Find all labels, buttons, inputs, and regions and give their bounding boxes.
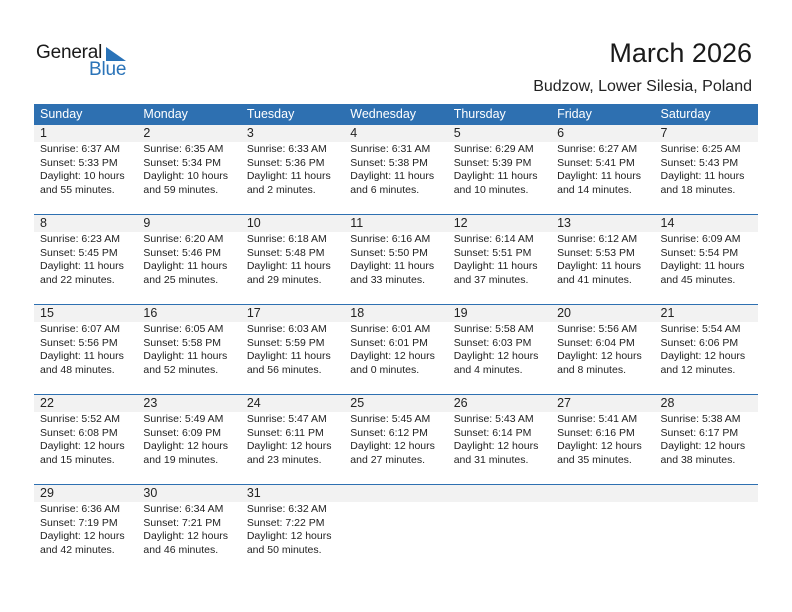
sunset-time: Sunset: 5:46 PM xyxy=(143,246,222,259)
weekday-tuesday: Tuesday xyxy=(246,107,295,121)
daylight-duration: Daylight: 11 hours xyxy=(557,260,641,273)
daylight-duration: Daylight: 12 hours xyxy=(40,440,125,453)
sunrise-time: Sunrise: 6:31 AM xyxy=(350,143,431,155)
daylight-duration: Daylight: 11 hours xyxy=(453,260,538,273)
daylight-duration: Daylight: 11 hours xyxy=(660,170,745,183)
sunrise-time: Sunrise: 6:18 AM xyxy=(246,233,327,245)
daylight-duration: Daylight: 12 hours xyxy=(557,350,642,363)
sunrise-time: Sunrise: 6:35 AM xyxy=(143,143,224,155)
daylight-duration: Daylight: 11 hours xyxy=(143,260,228,273)
sunset-time: Sunset: 6:17 PM xyxy=(660,426,739,439)
week-row xyxy=(34,484,758,574)
sunset-time: Sunset: 5:51 PM xyxy=(453,246,532,259)
day-cell xyxy=(241,502,344,557)
weekday-sunday: Sunday xyxy=(40,107,83,121)
day-cell xyxy=(344,412,447,467)
day-number-row xyxy=(34,305,758,322)
day-number: 26 xyxy=(453,396,468,410)
day-number: 6 xyxy=(557,126,565,140)
day-cell xyxy=(448,502,551,557)
logo-text-general: General xyxy=(36,42,103,63)
day-cell xyxy=(655,232,758,287)
daylight-duration: and 59 minutes. xyxy=(143,183,219,196)
day-number: 25 xyxy=(350,396,365,410)
sunset-time: Sunset: 5:34 PM xyxy=(143,156,222,169)
daylight-duration: Daylight: 12 hours xyxy=(246,530,332,543)
logo-text-blue: Blue xyxy=(89,59,127,80)
daylight-duration: Daylight: 11 hours xyxy=(453,170,538,183)
weekday-thursday: Thursday xyxy=(453,107,506,121)
sunset-time: Sunset: 6:14 PM xyxy=(453,426,532,439)
sunset-time: Sunset: 5:53 PM xyxy=(557,246,635,259)
sunrise-time: Sunrise: 6:20 AM xyxy=(143,233,224,245)
day-number: 28 xyxy=(660,396,675,410)
daylight-duration: and 31 minutes. xyxy=(453,453,529,466)
day-cell xyxy=(34,322,137,377)
day-cell xyxy=(137,322,240,377)
day-number: 11 xyxy=(350,216,364,230)
day-number: 8 xyxy=(40,216,47,230)
daylight-duration: and 0 minutes. xyxy=(350,363,420,376)
daylight-duration: and 14 minutes. xyxy=(557,183,632,196)
day-number: 1 xyxy=(40,126,47,140)
day-cell xyxy=(655,142,758,197)
day-cell xyxy=(551,412,654,467)
sunrise-time: Sunrise: 6:14 AM xyxy=(453,233,534,245)
day-cell xyxy=(551,232,654,287)
day-info-row xyxy=(34,232,758,287)
day-cell xyxy=(344,322,447,377)
daylight-duration: Daylight: 11 hours xyxy=(660,260,745,273)
sunset-time: Sunset: 5:33 PM xyxy=(40,156,118,169)
daylight-duration: Daylight: 12 hours xyxy=(143,530,229,543)
daylight-duration: Daylight: 11 hours xyxy=(557,170,641,183)
sunset-time: Sunset: 5:48 PM xyxy=(246,246,325,259)
daylight-duration: and 38 minutes. xyxy=(660,453,736,466)
day-number xyxy=(655,485,758,502)
sunrise-time: Sunrise: 5:58 AM xyxy=(453,323,534,335)
daylight-duration: and 25 minutes. xyxy=(143,273,219,286)
sunset-time: Sunset: 5:39 PM xyxy=(453,156,532,169)
sunset-time: Sunset: 7:22 PM xyxy=(246,516,325,529)
day-cell xyxy=(34,502,137,557)
day-number: 2 xyxy=(143,126,151,140)
day-number xyxy=(551,485,654,502)
calendar xyxy=(34,104,758,574)
daylight-duration: Daylight: 11 hours xyxy=(350,260,435,273)
sunrise-time: Sunrise: 5:52 AM xyxy=(40,413,120,425)
day-number: 31 xyxy=(246,486,261,500)
daylight-duration: Daylight: 12 hours xyxy=(660,440,746,453)
day-number: 14 xyxy=(660,216,675,230)
day-number-row xyxy=(34,215,758,232)
daylight-duration: and 52 minutes. xyxy=(143,363,219,376)
daylight-duration: Daylight: 11 hours xyxy=(246,350,331,363)
weekday-saturday: Saturday xyxy=(660,107,711,121)
sunset-time: Sunset: 6:04 PM xyxy=(557,336,635,349)
day-number: 17 xyxy=(246,306,261,320)
daylight-duration: Daylight: 12 hours xyxy=(40,530,125,543)
day-cell xyxy=(344,502,447,557)
daylight-duration: and 10 minutes. xyxy=(453,183,529,196)
sunrise-time: Sunrise: 6:07 AM xyxy=(40,323,120,335)
day-cell xyxy=(137,502,240,557)
day-number xyxy=(448,485,551,502)
weekday-wednesday: Wednesday xyxy=(350,107,417,121)
sunrise-time: Sunrise: 6:03 AM xyxy=(246,323,327,335)
sunrise-time: Sunrise: 6:27 AM xyxy=(557,143,638,155)
sunrise-time: Sunrise: 6:05 AM xyxy=(143,323,224,335)
day-number: 23 xyxy=(143,396,158,410)
sunset-time: Sunset: 7:21 PM xyxy=(143,516,222,529)
weekday-header xyxy=(34,104,758,125)
daylight-duration: Daylight: 12 hours xyxy=(557,440,642,453)
sunset-time: Sunset: 5:58 PM xyxy=(143,336,222,349)
day-number: 10 xyxy=(246,216,261,230)
day-number: 22 xyxy=(40,396,54,410)
sunset-time: Sunset: 6:01 PM xyxy=(350,336,428,349)
daylight-duration: and 29 minutes. xyxy=(246,273,322,286)
day-cell xyxy=(241,412,344,467)
daylight-duration: Daylight: 11 hours xyxy=(143,350,228,363)
sunset-time: Sunset: 6:03 PM xyxy=(453,336,532,349)
daylight-duration: Daylight: 12 hours xyxy=(246,440,332,453)
week-row xyxy=(34,394,758,484)
day-number: 13 xyxy=(557,216,572,230)
day-cell xyxy=(344,142,447,197)
daylight-duration: Daylight: 12 hours xyxy=(453,440,539,453)
sunrise-time: Sunrise: 6:32 AM xyxy=(246,503,327,515)
sunrise-time: Sunrise: 6:36 AM xyxy=(40,503,120,515)
location-subtitle: Budzow, Lower Silesia, Poland xyxy=(533,78,752,95)
week-row xyxy=(34,214,758,304)
weekday-friday: Friday xyxy=(557,107,592,121)
daylight-duration: and 45 minutes. xyxy=(660,273,736,286)
day-cell xyxy=(655,412,758,467)
daylight-duration: Daylight: 12 hours xyxy=(660,350,746,363)
daylight-duration: Daylight: 11 hours xyxy=(246,170,331,183)
daylight-duration: and 4 minutes. xyxy=(453,363,523,376)
day-number: 7 xyxy=(660,126,668,140)
sunrise-time: Sunrise: 5:47 AM xyxy=(246,413,327,425)
daylight-duration: and 2 minutes. xyxy=(246,183,316,196)
sunset-time: Sunset: 5:41 PM xyxy=(557,156,635,169)
day-cell xyxy=(551,142,654,197)
day-number: 30 xyxy=(143,486,158,500)
daylight-duration: and 41 minutes. xyxy=(557,273,632,286)
sunset-time: Sunset: 5:59 PM xyxy=(246,336,325,349)
day-cell xyxy=(448,322,551,377)
sunset-time: Sunset: 5:36 PM xyxy=(246,156,325,169)
week-row xyxy=(34,125,758,214)
weekday-monday: Monday xyxy=(143,107,188,121)
sunrise-time: Sunrise: 6:23 AM xyxy=(40,233,120,245)
daylight-duration: Daylight: 12 hours xyxy=(350,440,435,453)
sunset-time: Sunset: 6:08 PM xyxy=(40,426,118,439)
daylight-duration: and 6 minutes. xyxy=(350,183,420,196)
day-number-row xyxy=(34,485,758,502)
daylight-duration: and 18 minutes. xyxy=(660,183,736,196)
sunset-time: Sunset: 5:54 PM xyxy=(660,246,739,259)
sunset-time: Sunset: 7:19 PM xyxy=(40,516,118,529)
day-cell xyxy=(448,142,551,197)
sunrise-time: Sunrise: 5:54 AM xyxy=(660,323,741,335)
sunrise-time: Sunrise: 6:33 AM xyxy=(246,143,327,155)
day-number-row xyxy=(34,125,758,142)
sunset-time: Sunset: 6:09 PM xyxy=(143,426,222,439)
sunrise-time: Sunrise: 6:01 AM xyxy=(350,323,431,335)
day-cell xyxy=(241,142,344,197)
daylight-duration: and 8 minutes. xyxy=(557,363,626,376)
day-cell xyxy=(551,322,654,377)
daylight-duration: and 46 minutes. xyxy=(143,543,219,556)
day-number: 12 xyxy=(453,216,468,230)
daylight-duration: Daylight: 10 hours xyxy=(40,170,125,183)
sunrise-time: Sunrise: 5:43 AM xyxy=(453,413,534,425)
daylight-duration: Daylight: 12 hours xyxy=(453,350,539,363)
day-cell xyxy=(137,412,240,467)
sunrise-time: Sunrise: 5:56 AM xyxy=(557,323,638,335)
logo xyxy=(36,42,136,82)
page-title: March 2026 xyxy=(609,38,752,68)
daylight-duration: and 42 minutes. xyxy=(40,543,115,556)
daylight-duration: Daylight: 11 hours xyxy=(350,170,435,183)
daylight-duration: and 37 minutes. xyxy=(453,273,529,286)
sunrise-time: Sunrise: 6:16 AM xyxy=(350,233,431,245)
daylight-duration: and 22 minutes. xyxy=(40,273,115,286)
sunrise-time: Sunrise: 6:09 AM xyxy=(660,233,741,245)
day-cell xyxy=(344,232,447,287)
day-cell xyxy=(241,232,344,287)
day-number: 18 xyxy=(350,306,365,320)
daylight-duration: and 55 minutes. xyxy=(40,183,115,196)
daylight-duration: and 27 minutes. xyxy=(350,453,425,466)
sunrise-time: Sunrise: 5:45 AM xyxy=(350,413,431,425)
sunrise-time: Sunrise: 6:34 AM xyxy=(143,503,224,515)
day-info-row xyxy=(34,322,758,377)
day-cell xyxy=(34,232,137,287)
day-info-row xyxy=(34,142,758,197)
daylight-duration: Daylight: 11 hours xyxy=(40,350,124,363)
daylight-duration: and 15 minutes. xyxy=(40,453,115,466)
daylight-duration: and 23 minutes. xyxy=(246,453,322,466)
day-number: 16 xyxy=(143,306,158,320)
sunset-time: Sunset: 5:45 PM xyxy=(40,246,118,259)
sunset-time: Sunset: 6:11 PM xyxy=(246,426,324,439)
sunset-time: Sunset: 5:43 PM xyxy=(660,156,739,169)
sunrise-time: Sunrise: 6:29 AM xyxy=(453,143,534,155)
sunrise-time: Sunrise: 5:38 AM xyxy=(660,413,741,425)
daylight-duration: Daylight: 11 hours xyxy=(246,260,331,273)
day-number: 5 xyxy=(453,126,461,140)
day-cell xyxy=(655,502,758,557)
daylight-duration: Daylight: 12 hours xyxy=(143,440,229,453)
day-number xyxy=(344,485,447,502)
week-row xyxy=(34,304,758,394)
day-cell xyxy=(137,232,240,287)
sunset-time: Sunset: 6:06 PM xyxy=(660,336,739,349)
daylight-duration: Daylight: 12 hours xyxy=(350,350,435,363)
daylight-duration: and 50 minutes. xyxy=(246,543,322,556)
daylight-duration: and 35 minutes. xyxy=(557,453,632,466)
day-number: 21 xyxy=(660,306,675,320)
day-number: 29 xyxy=(40,486,54,500)
day-cell xyxy=(137,142,240,197)
sunset-time: Sunset: 6:16 PM xyxy=(557,426,635,439)
day-number: 3 xyxy=(246,126,254,140)
day-cell xyxy=(241,322,344,377)
sunrise-time: Sunrise: 6:37 AM xyxy=(40,143,120,155)
daylight-duration: and 33 minutes. xyxy=(350,273,425,286)
day-number: 9 xyxy=(143,216,151,230)
day-cell xyxy=(34,142,137,197)
sunset-time: Sunset: 6:12 PM xyxy=(350,426,428,439)
sunrise-time: Sunrise: 6:12 AM xyxy=(557,233,638,245)
day-number: 4 xyxy=(350,126,358,140)
sunset-time: Sunset: 5:38 PM xyxy=(350,156,428,169)
day-number: 20 xyxy=(557,306,572,320)
day-cell xyxy=(34,412,137,467)
day-number: 19 xyxy=(453,306,468,320)
daylight-duration: and 19 minutes. xyxy=(143,453,219,466)
day-number: 27 xyxy=(557,396,572,410)
day-cell xyxy=(655,322,758,377)
day-info-row xyxy=(34,412,758,467)
day-cell xyxy=(448,232,551,287)
sunset-time: Sunset: 5:56 PM xyxy=(40,336,118,349)
daylight-duration: and 56 minutes. xyxy=(246,363,322,376)
sunrise-time: Sunrise: 6:25 AM xyxy=(660,143,741,155)
day-cell xyxy=(551,502,654,557)
day-number: 15 xyxy=(40,306,54,320)
day-cell xyxy=(448,412,551,467)
day-number-row xyxy=(34,395,758,412)
sunrise-time: Sunrise: 5:49 AM xyxy=(143,413,224,425)
day-number: 24 xyxy=(246,396,261,410)
daylight-duration: Daylight: 10 hours xyxy=(143,170,229,183)
sunset-time: Sunset: 5:50 PM xyxy=(350,246,428,259)
daylight-duration: Daylight: 11 hours xyxy=(40,260,124,273)
sunrise-time: Sunrise: 5:41 AM xyxy=(557,413,638,425)
day-info-row xyxy=(34,502,758,557)
daylight-duration: and 48 minutes. xyxy=(40,363,115,376)
daylight-duration: and 12 minutes. xyxy=(660,363,736,376)
